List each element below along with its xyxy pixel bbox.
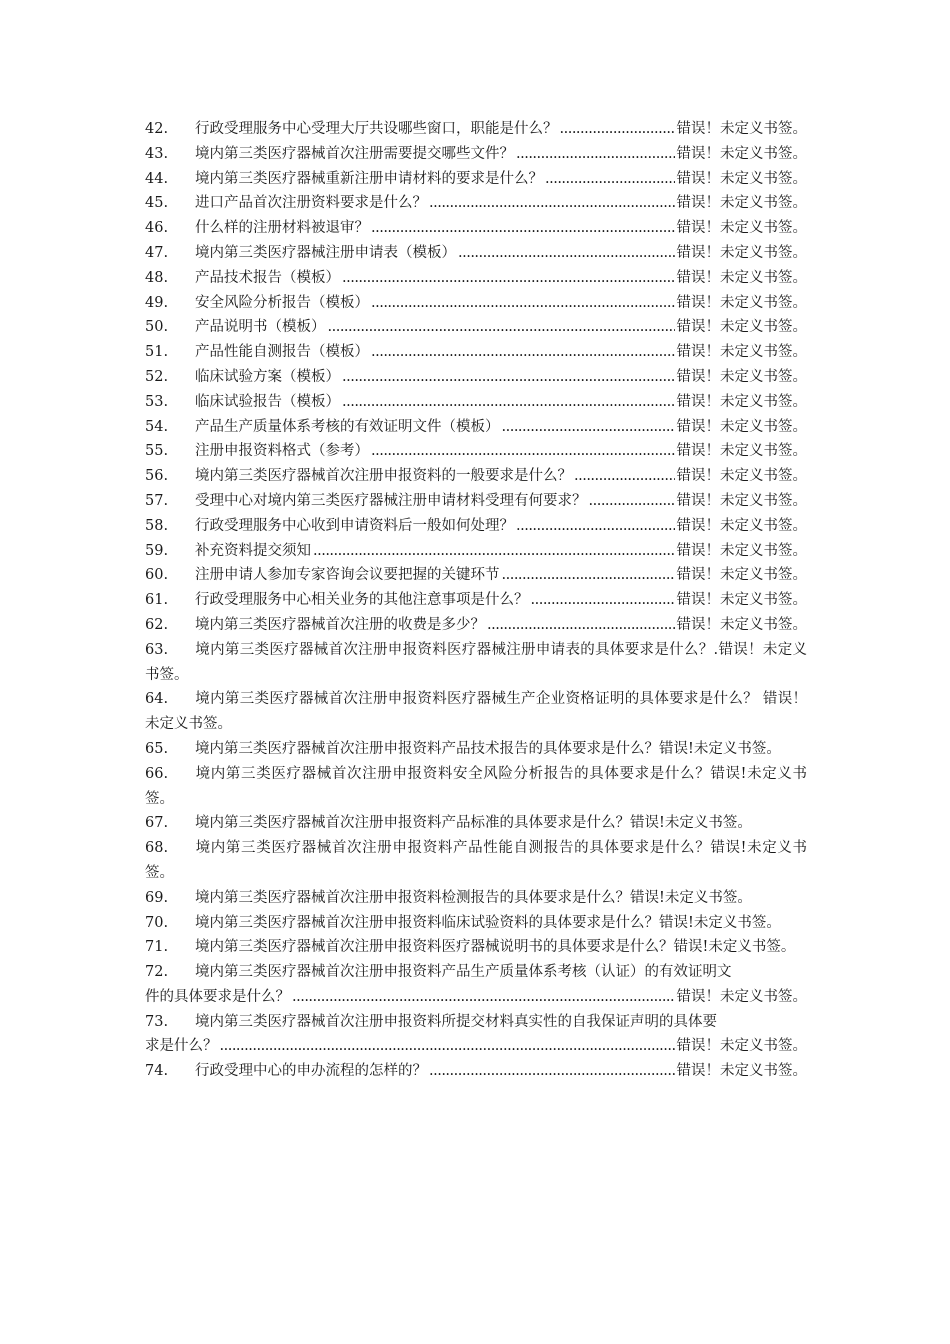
toc-error-ref: 错误！未定义书签。 (676, 368, 807, 385)
toc-entry[interactable] (145, 191, 807, 216)
toc-title: 行政受理中心的申办流程的怎样的？ (195, 1063, 427, 1080)
toc-entry[interactable] (145, 340, 807, 365)
toc-title: 补充资料提交须知 (195, 542, 311, 559)
toc-leader (342, 365, 675, 390)
toc-entry[interactable] (145, 439, 807, 464)
toc-leader (328, 315, 675, 340)
toc-entry[interactable] (145, 811, 807, 836)
toc-leader (516, 514, 675, 539)
toc-error-ref: 错误！未定义书签。 (676, 121, 807, 137)
toc-title: 临床试验方案（模板） (195, 368, 340, 385)
toc-entry[interactable] (145, 266, 807, 291)
toc-title: 境内第三类医疗器械首次注册申报资料医疗器械注册申请表的具体要求是什么？.错误！未定义书签。 (145, 641, 807, 683)
toc-leader (342, 266, 675, 291)
toc-number: 60. (145, 567, 169, 584)
toc-number: 66. (145, 765, 169, 782)
toc-title: 境内第三类医疗器械首次注册需要提交哪些文件？ (195, 145, 514, 162)
toc-title: 境内第三类医疗器械首次注册申报资料检测报告的具体要求是什么？错误!未定义书签。 (195, 889, 752, 906)
toc-error-ref: 错误！未定义书签。 (676, 517, 807, 534)
toc-number: 52. (145, 368, 169, 385)
toc-number: 59. (145, 542, 169, 559)
toc-number: 64. (145, 691, 169, 708)
toc-leader (313, 539, 675, 564)
toc-error-ref: 错误！未定义书签。 (676, 294, 807, 311)
toc-title: 境内第三类医疗器械首次注册申报资料医疗器械生产企业资格证明的具体要求是什么？ 错误！未定义书签。 (145, 691, 807, 733)
toc-title: 境内第三类医疗器械首次注册申报资料临床试验资料的具体要求是什么？错误!未定义书签。 (195, 914, 781, 931)
toc-entry[interactable] (145, 216, 807, 241)
toc-entry[interactable] (145, 762, 807, 812)
toc-entry[interactable] (145, 291, 807, 316)
toc-number: 55. (145, 443, 169, 460)
toc-number: 74. (145, 1063, 169, 1080)
toc-entry[interactable] (145, 886, 807, 911)
toc-error-ref: 错误！未定义书签。 (676, 988, 807, 1005)
toc-leader (531, 588, 675, 613)
toc-title: 境内第三类医疗器械重新注册申请材料的要求是什么？ (195, 170, 543, 187)
toc-number: 70. (145, 914, 169, 931)
toc-number: 62. (145, 616, 169, 633)
toc-leader (429, 1059, 675, 1084)
toc-entry[interactable] (145, 464, 807, 489)
toc-error-ref: 错误！未定义书签。 (676, 443, 807, 460)
toc-number: 63. (145, 641, 169, 658)
toc-error-ref: 错误！未定义书签。 (676, 269, 807, 286)
table-of-contents (145, 117, 807, 1084)
toc-number: 68. (145, 840, 169, 857)
toc-error-ref: 错误！未定义书签。 (676, 567, 807, 584)
toc-number: 49. (145, 294, 169, 311)
toc-entry[interactable] (145, 489, 807, 514)
toc-leader (545, 167, 675, 192)
toc-error-ref: 错误！未定义书签。 (676, 1038, 807, 1055)
toc-entry[interactable] (145, 638, 807, 688)
toc-title: 行政受理服务中心收到申请资料后一般如何处理？ (195, 517, 514, 534)
toc-leader (371, 291, 675, 316)
toc-entry[interactable] (145, 365, 807, 390)
toc-leader (574, 464, 675, 489)
toc-title: 什么样的注册材料被退审？ (195, 220, 369, 237)
toc-error-ref: 错误！未定义书签。 (676, 195, 807, 212)
toc-title: 注册申请人参加专家咨询会议要把握的关键环节 (195, 567, 500, 584)
toc-error-ref: 错误！未定义书签。 (676, 393, 807, 410)
toc-title: 产品生产质量体系考核的有效证明文件（模板） (195, 418, 500, 435)
toc-error-ref: 错误！未定义书签。 (676, 468, 807, 485)
toc-number: 65. (145, 740, 169, 757)
toc-title-continued: 件的具体要求是什么？ (145, 988, 290, 1005)
toc-title: 境内第三类医疗器械首次注册申报资料的一般要求是什么？ (195, 468, 572, 485)
toc-entry[interactable] (145, 241, 807, 266)
toc-number: 42. (145, 121, 169, 137)
toc-number: 46. (145, 220, 169, 237)
toc-number: 67. (145, 815, 169, 832)
toc-entry[interactable] (145, 960, 807, 1010)
toc-title: 注册申报资料格式（参考） (195, 443, 369, 460)
toc-title: 境内第三类医疗器械首次注册申报资料产品标准的具体要求是什么？错误!未定义书签。 (195, 815, 752, 832)
toc-error-ref: 错误！未定义书签。 (676, 220, 807, 237)
toc-title: 行政受理服务中心受理大厅共设哪些窗口，职能是什么？ (195, 121, 558, 137)
toc-title-continued: 求是什么？ (145, 1038, 218, 1055)
toc-title: 境内第三类医疗器械首次注册申报资料所提交材料真实性的自我保证声明的具体要 (195, 1013, 717, 1030)
toc-number: 50. (145, 319, 169, 336)
toc-entry[interactable] (145, 613, 807, 638)
toc-number: 72. (145, 964, 169, 981)
toc-error-ref: 错误！未定义书签。 (676, 418, 807, 435)
toc-error-ref: 错误！未定义书签。 (676, 344, 807, 361)
toc-leader (589, 489, 675, 514)
toc-entry[interactable] (145, 539, 807, 564)
toc-leader (292, 985, 675, 1010)
toc-entry[interactable] (145, 935, 807, 960)
toc-leader (371, 216, 675, 241)
toc-number: 71. (145, 939, 169, 956)
toc-title: 行政受理服务中心相关业务的其他注意事项是什么？ (195, 592, 529, 609)
toc-title: 境内第三类医疗器械首次注册申报资料产品性能自测报告的具体要求是什么？错误!未定义书签。 (145, 840, 807, 881)
toc-entry[interactable] (145, 514, 807, 539)
toc-number: 69. (145, 889, 169, 906)
toc-entry[interactable] (145, 142, 807, 167)
toc-entry[interactable] (145, 390, 807, 415)
toc-leader (516, 142, 675, 167)
toc-leader (458, 241, 675, 266)
toc-entry[interactable] (145, 911, 807, 936)
toc-error-ref: 错误！未定义书签。 (676, 616, 807, 633)
toc-number: 45. (145, 195, 169, 212)
toc-number: 73. (145, 1013, 169, 1030)
toc-error-ref: 错误！未定义书签。 (676, 244, 807, 261)
toc-title: 进口产品首次注册资料要求是什么？ (195, 195, 427, 212)
toc-title: 境内第三类医疗器械注册申请表（模板） (195, 244, 456, 261)
toc-entry[interactable] (145, 836, 807, 886)
toc-title: 境内第三类医疗器械首次注册申报资料产品技术报告的具体要求是什么？错误!未定义书签。 (195, 740, 781, 757)
toc-error-ref: 错误！未定义书签。 (676, 492, 807, 509)
toc-leader (371, 439, 675, 464)
toc-entry[interactable] (145, 588, 807, 613)
toc-number: 48. (145, 269, 169, 286)
toc-title: 临床试验报告（模板） (195, 393, 340, 410)
toc-number: 43. (145, 145, 169, 162)
toc-entry[interactable] (145, 117, 807, 142)
toc-number: 53. (145, 393, 169, 410)
toc-title: 产品性能自测报告（模板） (195, 344, 369, 361)
toc-number: 61. (145, 592, 169, 609)
toc-entry[interactable] (145, 167, 807, 192)
toc-title: 产品说明书（模板） (195, 319, 326, 336)
toc-leader (560, 117, 675, 142)
toc-error-ref: 错误！未定义书签。 (676, 145, 807, 162)
toc-error-ref: 错误！未定义书签。 (676, 319, 807, 336)
toc-error-ref: 错误！未定义书签。 (676, 592, 807, 609)
toc-title: 安全风险分析报告（模板） (195, 294, 369, 311)
toc-number: 58. (145, 517, 169, 534)
toc-leader (487, 613, 675, 638)
toc-error-ref: 错误！未定义书签。 (676, 1063, 807, 1080)
toc-entry[interactable] (145, 315, 807, 340)
toc-number: 57. (145, 492, 169, 509)
toc-leader (502, 563, 675, 588)
toc-leader (371, 340, 675, 365)
toc-number: 44. (145, 170, 169, 187)
toc-error-ref: 错误！未定义书签。 (676, 542, 807, 559)
toc-entry[interactable] (145, 1059, 807, 1084)
toc-leader (502, 415, 675, 440)
toc-error-ref: 错误！未定义书签。 (676, 170, 807, 187)
toc-entry[interactable] (145, 737, 807, 762)
toc-entry[interactable] (145, 1010, 807, 1060)
toc-entry[interactable] (145, 563, 807, 588)
toc-entry[interactable] (145, 687, 807, 737)
toc-title: 产品技术报告（模板） (195, 269, 340, 286)
toc-leader (220, 1034, 675, 1059)
toc-title: 境内第三类医疗器械首次注册申报资料医疗器械说明书的具体要求是什么？错误!未定义书签。 (195, 939, 796, 956)
toc-number: 51. (145, 344, 169, 361)
toc-number: 56. (145, 468, 169, 485)
toc-title: 境内第三类医疗器械首次注册申报资料产品生产质量体系考核（认证）的有效证明文 (195, 964, 732, 981)
toc-number: 47. (145, 244, 169, 261)
toc-number: 54. (145, 418, 169, 435)
toc-title: 境内第三类医疗器械首次注册申报资料安全风险分析报告的具体要求是什么？错误!未定义书签。 (145, 765, 807, 807)
toc-title: 受理中心对境内第三类医疗器械注册申请材料受理有何要求？ (195, 492, 587, 509)
toc-title: 境内第三类医疗器械首次注册的收费是多少？ (195, 616, 485, 633)
toc-leader (429, 191, 675, 216)
toc-entry[interactable] (145, 415, 807, 440)
toc-leader (342, 390, 675, 415)
